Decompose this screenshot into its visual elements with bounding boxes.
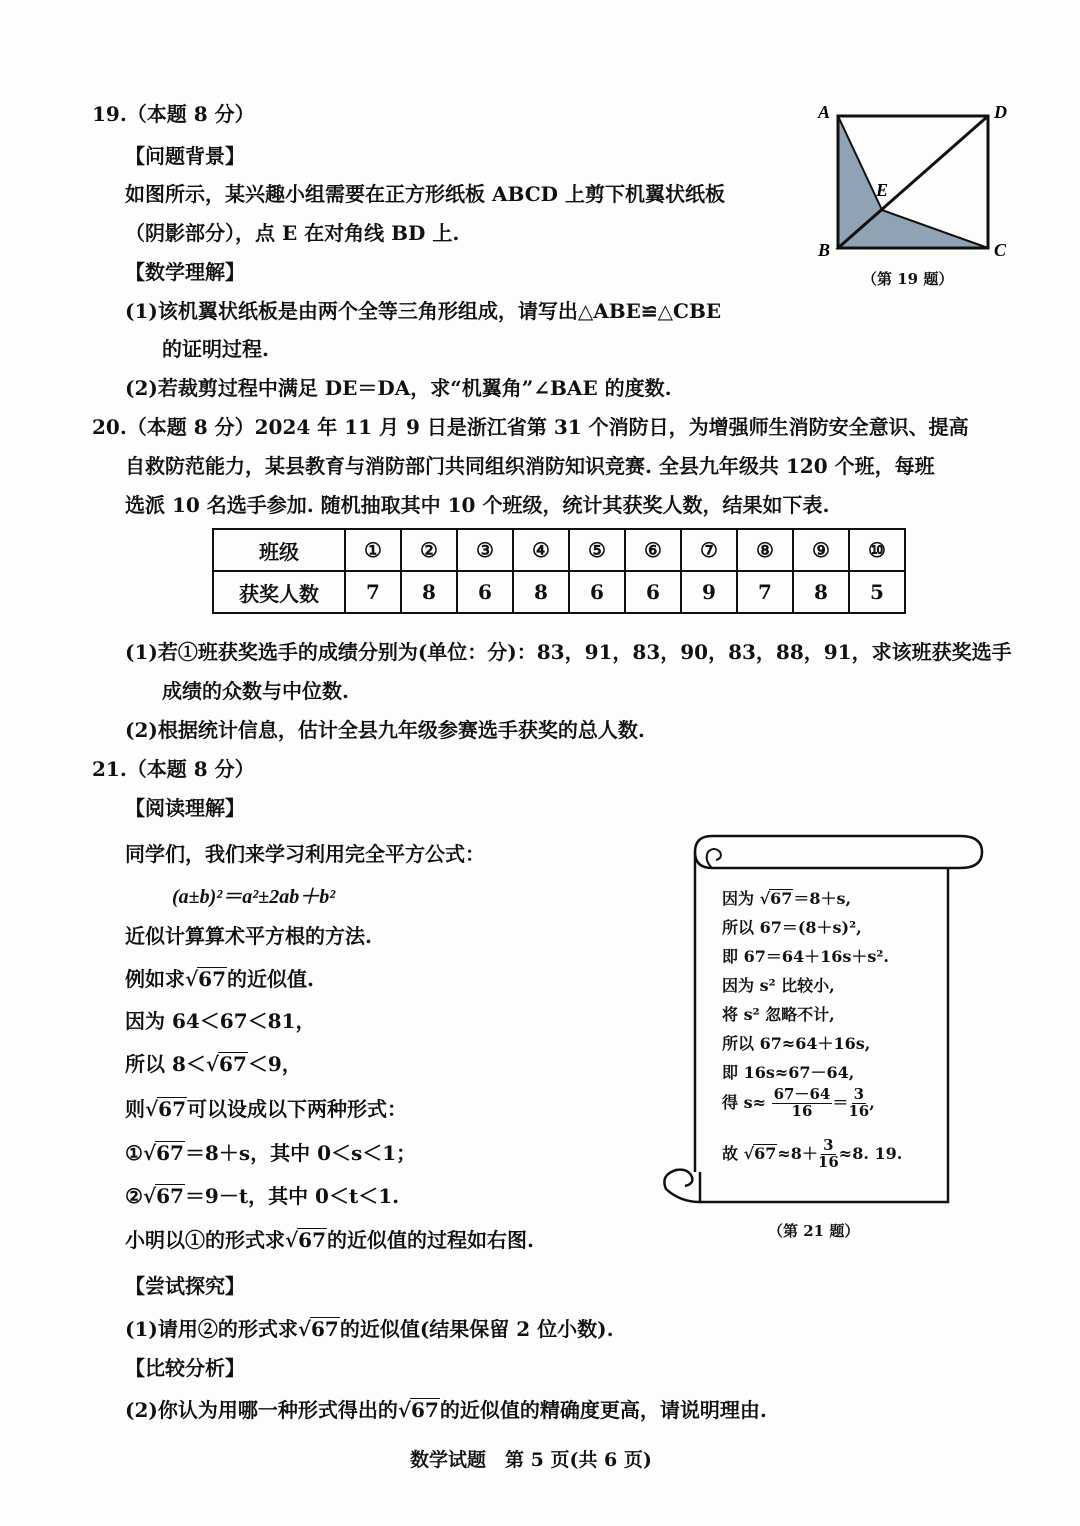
class-cell: ⑩ [849,529,905,571]
q21-header: 21.（本题 8 分） [92,757,255,781]
class-cell: ⑧ [737,529,793,571]
figure-19-caption: （第 19 题） [862,270,954,288]
figure-21-caption: （第 21 题） [768,1222,860,1240]
text-fragment: ① [125,1141,143,1165]
text-fragment: 的近似值的精确度更高，请说明理由. [439,1398,767,1422]
scroll-line3: 即 67＝64＋16s＋s². [722,947,889,966]
q21-reading-line4: 因为 64＜67＜81， [125,1009,316,1033]
scroll-line2: 所以 67＝(8＋s)², [722,918,862,937]
winners-cell: 5 [849,571,905,613]
fraction [848,1087,869,1120]
class-cell: ⑨ [793,529,849,571]
text-fragment: 例如求 [125,967,185,991]
text-fragment: 则 [125,1097,145,1121]
q21-formula: (a±b)²＝a²±2ab＋b² [172,886,336,908]
q19-part1-line1: (1)该机翼状纸板是由两个全等三角形组成，请写出△ABE≌△CBE [125,299,722,323]
q21-reading-line6: 则√67可以设成以下两种形式： [125,1097,407,1121]
q19-part1-line2: 的证明过程. [162,337,269,361]
table-header-winners: 获奖人数 [213,571,345,613]
q21-try-title: 【尝试探究】 [125,1274,245,1298]
fraction-numerator: 67－64 [773,1085,831,1103]
label-a: A [818,102,831,122]
class-cell: ⑥ [625,529,681,571]
q21-reading-line1: 同学们，我们来学习利用完全平方公式： [125,842,485,866]
scroll-line5: 将 s² 忽略不计, [722,1005,835,1024]
q21-reading-line9: 小明以①的形式求√67的近似值的过程如右图. [125,1228,534,1252]
sqrt-67: 67 [156,1141,184,1165]
sqrt-67: 67 [198,967,226,991]
text-fragment: 因为 [722,889,755,908]
class-cell: ⑤ [569,529,625,571]
text-fragment: (1)请用②的形式求 [125,1317,298,1341]
scroll-line9: 故 √67≈8＋ $\frac{3}{16}$ ≈8. 19. [722,1136,903,1171]
table-row-classes [213,529,905,571]
text-fragment: 故 [722,1143,739,1163]
class-cell: ③ [457,529,513,571]
label-e: E [876,180,889,200]
winners-cell: 6 [625,571,681,613]
q19-header: 19.（本题 8 分） [92,102,255,126]
winners-cell: 8 [513,571,569,613]
scroll-line1: 因为 √67＝8＋s, [722,889,852,908]
q19-part2: (2)若裁剪过程中满足 DE＝DA，求“机翼角”∠BAE 的度数. [125,376,672,400]
sqrt-67: 67 [158,1097,186,1121]
text-fragment: ≈8. 19. [838,1143,903,1163]
text-fragment: ＝8＋s，其中 0＜s＜1； [184,1141,417,1165]
figure-19-square [810,98,1020,273]
winners-cell: 8 [401,571,457,613]
scroll-bottom-roll [664,1170,700,1202]
page-footer: 数学试题 第 5 页(共 6 页) [410,1449,652,1471]
sqrt-67: 67 [219,1052,247,1076]
sqrt-67: 67 [411,1398,439,1422]
text-fragment: ＝ [832,1092,849,1112]
q19-understanding-title: 【数学理解】 [125,260,245,284]
scroll-line8 [722,1087,875,1120]
sqrt-67: 67 [311,1317,339,1341]
text-fragment: ② [125,1184,143,1208]
fraction-numerator: 3 [853,1085,864,1103]
winners-cell: 8 [793,571,849,613]
sqrt-67: 67 [156,1184,184,1208]
table-row-winners [213,571,905,613]
q20-part2: (2)根据统计信息，估计全县九年级参赛选手获奖的总人数. [125,718,645,742]
q19-background-title: 【问题背景】 [125,144,245,168]
sqrt-67: 67 [754,1143,777,1163]
text-fragment: ＝8＋s, [793,889,852,908]
scroll-top-roll [695,836,982,868]
q21-reading-title: 【阅读理解】 [125,796,245,820]
fraction-denominator: 16 [817,1152,839,1171]
scroll-line4: 因为 s² 比较小, [722,976,835,995]
scroll-line6: 所以 67≈64＋16s, [722,1034,871,1053]
q21-compare-part2: (2)你认为用哪一种形式得出的√67的近似值的精确度更高，请说明理由. [125,1398,767,1422]
q21-compare-title: 【比较分析】 [125,1356,245,1380]
text-fragment: ＝9－t，其中 0＜t＜1. [184,1184,400,1208]
text-fragment: 所以 8＜ [125,1052,206,1076]
winners-table [212,528,906,614]
fraction-denominator: 16 [791,1101,813,1120]
q20-line2: 自救防范能力，某县教育与消防部门共同组织消防知识竞赛. 全县九年级共 120 个班，每班 [125,454,935,478]
q19-background-line1: 如图所示，某兴趣小组需要在正方形纸板 ABCD 上剪下机翼状纸板 [125,182,725,206]
label-d: D [994,102,1007,122]
q21-reading-line5: 所以 8＜√67＜9， [125,1052,302,1076]
label-c: C [994,240,1007,260]
q20-line3: 选派 10 名选手参加. 随机抽取其中 10 个班级，统计其获奖人数，结果如下表. [125,493,830,517]
q20-part1-line2: 成绩的众数与中位数. [162,679,349,703]
label-b: B [818,240,831,260]
winners-cell: 7 [737,571,793,613]
text-fragment: 的近似值的过程如右图. [327,1228,534,1252]
text-fragment: 得 s≈ [722,1092,766,1112]
class-cell: ① [345,529,401,571]
fraction-denominator: 16 [848,1101,870,1120]
text-fragment: 的近似值(结果保留 2 位小数). [339,1317,614,1341]
q19-background-line2: （阴影部分），点 E 在对角线 BD 上. [125,221,460,245]
sqrt-67: 67 [770,889,793,908]
text-fragment: ≈8＋ [777,1143,818,1163]
class-cell: ⑦ [681,529,737,571]
winners-cell: 7 [345,571,401,613]
q21-reading-line2: 近似计算算术平方根的方法. [125,924,372,948]
text-fragment: , [869,1092,875,1112]
winners-cell: 9 [681,571,737,613]
scroll-line7: 即 16s≈67－64, [722,1063,855,1082]
q21-reading-line3: 例如求√67的近似值. [125,967,314,991]
sqrt-67: 67 [298,1228,326,1252]
fraction [818,1138,839,1171]
table-header-class: 班级 [213,529,345,571]
text-fragment: 小明以①的形式求 [125,1228,285,1252]
class-cell: ④ [513,529,569,571]
text-fragment: ＜9， [247,1052,302,1076]
text-fragment: (2)你认为用哪一种形式得出的 [125,1398,398,1422]
fraction [772,1087,833,1120]
q21-form2: ②√67＝9－t，其中 0＜t＜1. [125,1184,400,1208]
q21-try-part1: (1)请用②的形式求√67的近似值(结果保留 2 位小数). [125,1317,614,1341]
text-fragment: 可以设成以下两种形式： [187,1097,407,1121]
winners-cell: 6 [457,571,513,613]
text-fragment: 的近似值. [227,967,314,991]
q20-line1: 20.（本题 8 分）2024 年 11 月 9 日是浙江省第 31 个消防日，为增强师生消防安全意识、提高 [92,415,969,439]
q20-part1-line1: (1)若①班获奖选手的成绩分别为(单位：分)：83，91，83，90，83，88，91，求该班获奖选手 [125,640,1012,664]
class-cell: ② [401,529,457,571]
q21-form1: ①√67＝8＋s，其中 0＜s＜1； [125,1141,417,1165]
fraction-numerator: 3 [823,1136,834,1154]
winners-cell: 6 [569,571,625,613]
